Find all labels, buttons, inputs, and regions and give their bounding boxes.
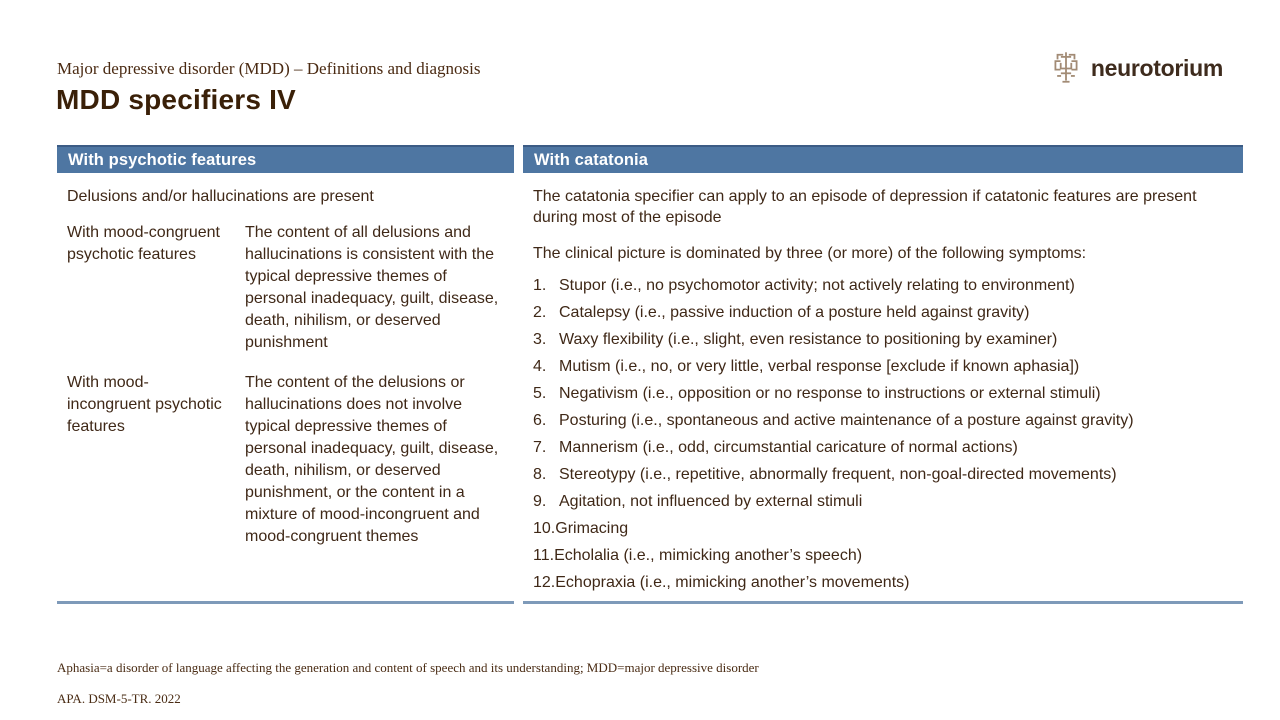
psychotic-features-panel: [57, 145, 514, 604]
symptom-number: 10.: [533, 520, 556, 537]
symptom-number: 11.: [533, 547, 555, 564]
symptom-text: Grimacing: [555, 520, 629, 537]
neurotorium-logo: [1048, 50, 1223, 86]
symptom-item-posturing: [533, 407, 1235, 434]
symptom-item-mannerism: [533, 434, 1235, 461]
psychotic-features-panel-header: With psychotic features: [57, 145, 514, 173]
symptom-text: Negativism (i.e., opposition or no response to instructions or external stimuli): [559, 385, 1101, 402]
symptom-text: Waxy flexibility (i.e., slight, even resistance to positioning by examiner): [559, 331, 1058, 348]
symptom-text: Echolalia (i.e., mimicking another’s speech): [554, 547, 863, 564]
symptom-number: 9.: [533, 493, 547, 510]
symptom-item-echolalia: [533, 542, 1235, 569]
catatonia-lead-text: The clinical picture is dominated by three (or more) of the following symptoms:: [533, 245, 1087, 262]
symptom-item-negativism: [533, 380, 1235, 407]
symptom-item-grimacing: [533, 515, 1235, 542]
symptom-item-waxy-flexibility: [533, 326, 1235, 353]
symptom-text: Posturing (i.e., spontaneous and active maintenance of a posture against gravity): [559, 412, 1134, 429]
symptom-number: 7.: [533, 439, 547, 456]
symptom-item-mutism: [533, 353, 1235, 380]
symptom-item-agitation: [533, 488, 1235, 515]
symptom-text: Agitation, not influenced by external stimuli: [559, 493, 863, 510]
symptom-text: Stupor (i.e., no psychomotor activity; not actively relating to environment): [559, 277, 1075, 294]
symptom-item-catalepsy: [533, 299, 1235, 326]
definition-row-mood-congruent: [67, 222, 506, 354]
catatonia-panel-body: [523, 186, 1243, 596]
symptom-number: 1.: [533, 277, 547, 294]
page-title: MDD specifiers IV: [56, 84, 296, 115]
definition-label: With mood-congruent psychotic features: [67, 224, 220, 263]
symptom-number: 5.: [533, 385, 547, 402]
symptom-number: 8.: [533, 466, 547, 483]
symptom-item-stereotypy: [533, 461, 1235, 488]
definition-description: The content of the delusions or hallucinations does not involve typical depressive themes of personal inadequacy, guilt, disease, death, nihilism, or deserved punishment, or the content in a mixture of mood-incongruent and mood-congruent themes: [245, 374, 499, 545]
symptom-item-echopraxia: [533, 569, 1235, 596]
psychotic-features-panel-body: [57, 186, 514, 548]
neurotorium-brain-icon: [1048, 50, 1084, 86]
symptom-item-stupor: [533, 272, 1235, 299]
symptom-text: Catalepsy (i.e., passive induction of a posture held against gravity): [559, 304, 1030, 321]
psychotic-intro-text: Delusions and/or hallucinations are present: [67, 188, 374, 205]
symptom-number: 3.: [533, 331, 547, 348]
definition-description: The content of all delusions and hallucinations is consistent with the typical depressive themes of personal inadequacy, guilt, disease, death, nihilism, or deserved punishment: [245, 224, 499, 351]
symptom-text: Stereotypy (i.e., repetitive, abnormally frequent, non-goal-directed movements): [559, 466, 1117, 483]
symptom-text: Echopraxia (i.e., mimicking another’s movements): [555, 574, 910, 591]
symptom-text: Mutism (i.e., no, or very little, verbal response [exclude if known aphasia]): [559, 358, 1080, 375]
catatonia-panel-header: With catatonia: [523, 145, 1243, 173]
symptom-number: 12.: [533, 574, 556, 591]
catatonia-panel: [523, 145, 1243, 604]
symptom-number: 4.: [533, 358, 547, 375]
citation-text: APA. DSM-5-TR. 2022: [57, 691, 181, 706]
slide-eyebrow: Major depressive disorder (MDD) – Definitions and diagnosis: [57, 59, 481, 78]
psychotic-definition-rows: [67, 222, 506, 548]
neurotorium-wordmark: neurotorium: [1090, 54, 1223, 81]
symptom-number: 2.: [533, 304, 547, 321]
abbreviations-footnote: Aphasia=a disorder of language affecting the generation and content of speech and its understanding; MDD=major depressive disorder: [57, 660, 759, 675]
definition-label: With mood-incongruent psychotic features: [67, 374, 222, 435]
definition-row-mood-incongruent: [67, 372, 506, 548]
catatonia-symptom-list: [533, 272, 1235, 596]
symptom-text: Mannerism (i.e., odd, circumstantial caricature of normal actions): [559, 439, 1018, 456]
catatonia-intro-text: The catatonia specifier can apply to an episode of depression if catatonic features are present during most of the episode: [533, 188, 1197, 226]
symptom-number: 6.: [533, 412, 547, 429]
